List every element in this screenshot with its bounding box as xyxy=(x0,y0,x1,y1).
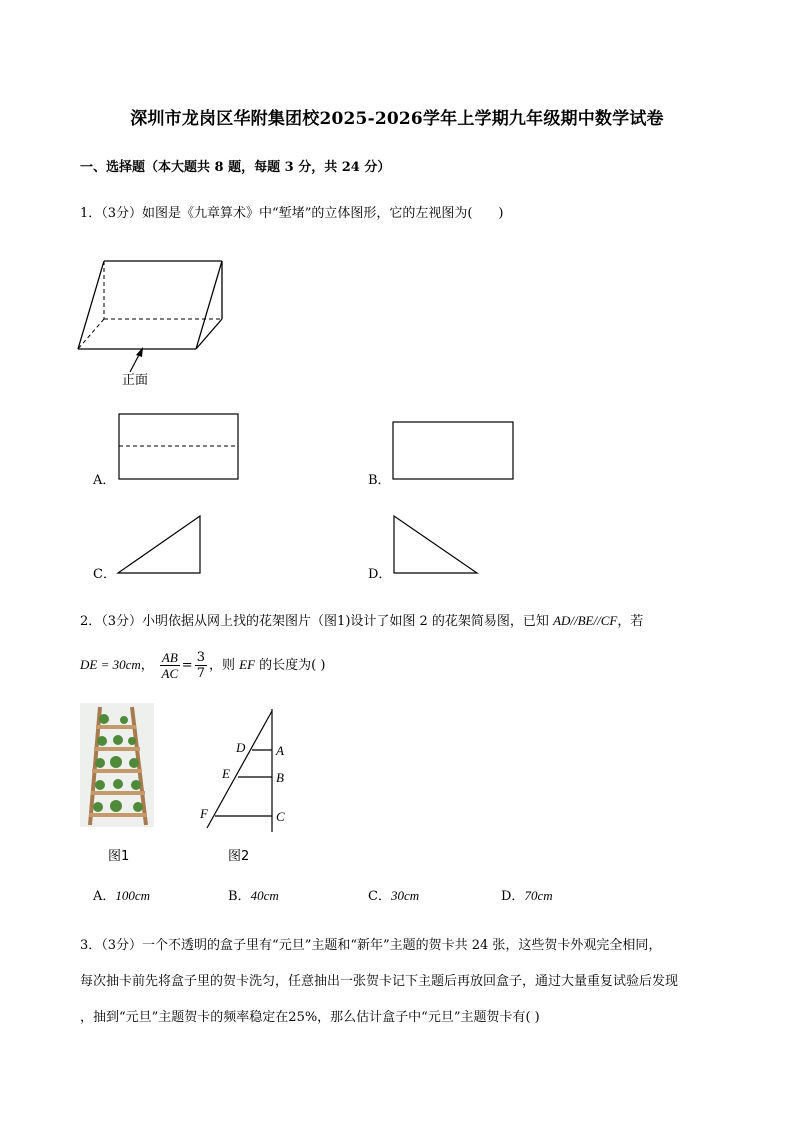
q2-de-equation: DE = 30cm xyxy=(80,657,141,672)
option-c-label: C． xyxy=(93,567,116,582)
option-b-label: B． xyxy=(368,473,391,488)
section-heading: 一、选择题（本大题共 8 题，每题 3 分，共 24 分） xyxy=(80,160,391,175)
question-3-stem xyxy=(80,928,720,1036)
option-d-figure xyxy=(392,514,480,576)
q3-line-1: 3．（3分）一个不透明的盒子里有“元旦”主题和“新年”主题的贺卡共 24 张，这些贺卡外观完全相同， xyxy=(80,938,662,953)
frac-denominator: AC xyxy=(161,666,179,681)
option-d-label: D． xyxy=(368,567,392,582)
q3-line-2: 每次抽卡前先将盒子里的贺卡洗匀，任意抽出一张贺卡记下主题后再放回盒子，通过大量重复试验后发现 xyxy=(80,974,679,989)
fig1-label: 图1 xyxy=(108,849,130,864)
q2-option-d xyxy=(501,885,553,904)
option-c-figure xyxy=(116,514,202,576)
q2-option-c xyxy=(368,885,419,904)
q2-ratio-fraction xyxy=(195,650,207,681)
q2-geometry-figure xyxy=(195,705,295,835)
front-label: 正面 xyxy=(122,373,149,388)
ratio-numerator: 3 xyxy=(196,650,205,665)
line-df xyxy=(207,711,272,828)
page-title: 深圳市龙岗区华附集团校2025-2026学年上学期九年级期中数学试卷 xyxy=(130,109,664,129)
q2-option-b xyxy=(228,885,279,904)
option-value: 70cm xyxy=(524,888,553,903)
question-1-stem: 1．（3分）如图是《九章算术》中“堑堵”的立体图形，它的左视图为( ) xyxy=(80,206,504,221)
q2-stem-text: 2．（3分）小明依据从网上找的花架图片（图1)设计了如图 2 的花架简易图，已知 xyxy=(80,614,554,629)
frac-equals: = xyxy=(181,658,193,673)
q3-line-3: ，抽到“元旦”主题贺卡的频率稳定在25%，那么估计盒子中“元旦”主题贺卡有( ) xyxy=(80,1010,540,1025)
option-a-label: A． xyxy=(93,473,116,488)
q2-stem-post: ，若 xyxy=(617,614,644,629)
option-letter: A． xyxy=(93,889,116,904)
option-letter: B． xyxy=(228,889,251,904)
q2-ef-symbol: EF xyxy=(239,657,256,672)
q1-prism-figure xyxy=(74,255,234,390)
question-2-condition: DE = 30cm， $\frac{AB}{AC}$ = $\frac{3}{7}$ ，则 EF 的长度为( ) xyxy=(80,650,326,681)
flower-shelf-photo xyxy=(80,703,154,827)
option-letter: C． xyxy=(368,889,391,904)
point-f-label: F xyxy=(200,806,208,821)
point-d-label: D xyxy=(236,740,246,755)
point-e-label: E xyxy=(222,766,230,781)
question-2-stem xyxy=(80,611,720,632)
q2-option-a xyxy=(93,885,150,904)
ratio-denominator: 7 xyxy=(196,666,205,681)
option-value: 100cm xyxy=(115,888,151,903)
option-a-figure xyxy=(118,412,240,482)
option-letter: D． xyxy=(501,889,525,904)
fig2-label: 图2 xyxy=(228,849,250,864)
q2-tail-post: 的长度为( ) xyxy=(255,658,326,673)
q2-parallel-expr: AD//BE//CF xyxy=(553,613,618,628)
option-b-figure xyxy=(392,420,516,482)
option-value: 40cm xyxy=(250,888,279,903)
point-b-label: B xyxy=(276,770,284,785)
frac-numerator: AB xyxy=(161,650,178,665)
point-a-label: A xyxy=(276,743,284,758)
q2-tail-pre: ，则 xyxy=(208,658,240,673)
point-c-label: C xyxy=(276,809,285,824)
q2-fraction-ab-ac xyxy=(160,650,180,681)
option-value: 30cm xyxy=(390,888,420,903)
